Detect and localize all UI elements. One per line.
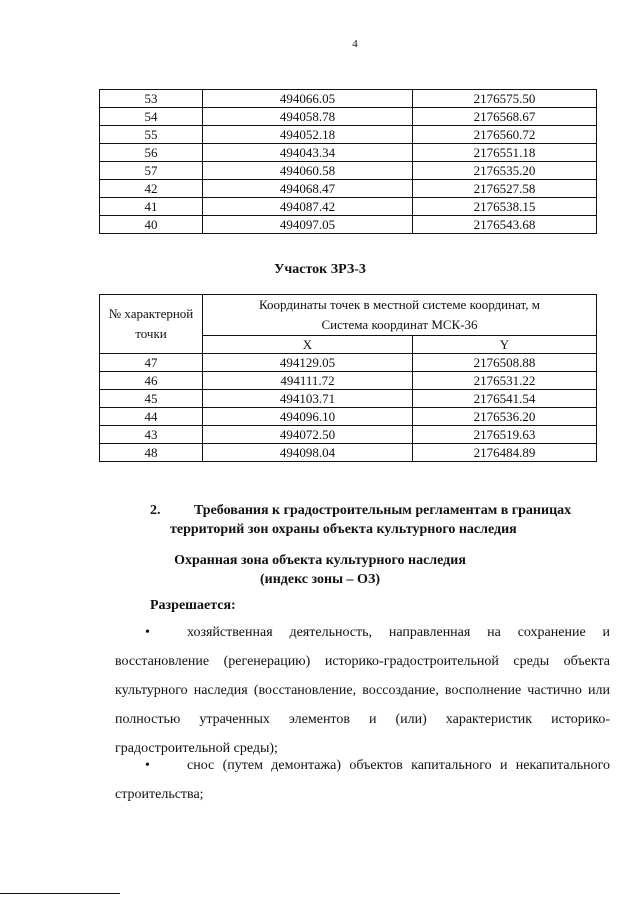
table-row (100, 126, 597, 144)
cell-point: 46 (100, 372, 203, 390)
header-x: X (203, 336, 413, 354)
table-body (100, 354, 597, 462)
cell-x: 494096.10 (203, 408, 413, 426)
cell-x: 494111.72 (203, 372, 413, 390)
cell-x: 494066.05 (203, 90, 413, 108)
header-coords (203, 295, 597, 336)
bullet-icon: • (145, 758, 150, 773)
cell-y: 2176508.88 (413, 354, 597, 372)
cell-point: 45 (100, 390, 203, 408)
header-coords-line1: Координаты точек в местной системе координат, м (259, 297, 540, 312)
section-number: 2. (150, 503, 161, 518)
table-row (100, 444, 597, 462)
cell-x: 494058.78 (203, 108, 413, 126)
table-body (100, 90, 597, 234)
cell-point: 44 (100, 408, 203, 426)
cell-y: 2176536.20 (413, 408, 597, 426)
table-row (100, 144, 597, 162)
cell-point: 57 (100, 162, 203, 180)
cell-y: 2176543.68 (413, 216, 597, 234)
cell-y: 2176531.22 (413, 372, 597, 390)
cell-x: 494068.47 (203, 180, 413, 198)
cell-y: 2176568.67 (413, 108, 597, 126)
cell-y: 2176538.15 (413, 198, 597, 216)
cell-point: 47 (100, 354, 203, 372)
cell-y: 2176551.18 (413, 144, 597, 162)
section-heading (150, 501, 610, 539)
footer-divider (0, 893, 120, 894)
cell-point: 40 (100, 216, 203, 234)
cell-x: 494103.71 (203, 390, 413, 408)
cell-x: 494087.42 (203, 198, 413, 216)
cell-point: 53 (100, 90, 203, 108)
table-row (100, 408, 597, 426)
table-row (100, 108, 597, 126)
table-row (100, 198, 597, 216)
section-title-line1: Требования к градостроительным регламентам в границах (194, 503, 572, 518)
zone-title (0, 551, 640, 589)
header-point: № характерной точки (100, 295, 203, 354)
zone-title-line2: (индекс зоны – ОЗ) (259, 572, 380, 587)
cell-x: 494129.05 (203, 354, 413, 372)
zone-title-line1: Охранная зона объекта культурного наследия (174, 553, 466, 568)
cell-point: 42 (100, 180, 203, 198)
table-row (100, 372, 597, 390)
cell-y: 2176484.89 (413, 444, 597, 462)
bullet-text: хозяйственная деятельность, направленная на сохранение и восстановление (регенерацию) историко-градостроительной среды объекта культурного наследия (восстановление, воссоздание, восполнение частично или полностью утраченных элементов и (или) характеристик историко-градостроительной среды); (115, 625, 610, 756)
bullet-item (115, 751, 610, 809)
cell-point: 48 (100, 444, 203, 462)
table-row (100, 426, 597, 444)
table-row (100, 90, 597, 108)
cell-point: 54 (100, 108, 203, 126)
table-row (100, 354, 597, 372)
section-subtitle: Участок ЗРЗ-3 (274, 262, 366, 277)
cell-x: 494097.05 (203, 216, 413, 234)
cell-point: 56 (100, 144, 203, 162)
cell-y: 2176519.63 (413, 426, 597, 444)
cell-x: 494098.04 (203, 444, 413, 462)
cell-y: 2176575.50 (413, 90, 597, 108)
cell-point: 41 (100, 198, 203, 216)
header-coords-line2: Система координат МСК-36 (321, 317, 478, 332)
table-row (100, 162, 597, 180)
coordinates-table-zrz3 (99, 294, 597, 462)
cell-x: 494072.50 (203, 426, 413, 444)
cell-x: 494052.18 (203, 126, 413, 144)
bullet-item (115, 618, 610, 763)
cell-point: 55 (100, 126, 203, 144)
bullet-icon: • (145, 625, 150, 640)
header-y: Y (413, 336, 597, 354)
allowed-heading: Разрешается: (150, 598, 236, 613)
cell-point: 43 (100, 426, 203, 444)
cell-y: 2176541.54 (413, 390, 597, 408)
table-row (100, 180, 597, 198)
coordinates-table-continued (99, 89, 597, 234)
cell-y: 2176535.20 (413, 162, 597, 180)
cell-y: 2176527.58 (413, 180, 597, 198)
bullet-text: снос (путем демонтажа) объектов капитального и некапитального строительства; (115, 758, 610, 802)
cell-x: 494060.58 (203, 162, 413, 180)
table-row (100, 390, 597, 408)
table-row (100, 216, 597, 234)
page-number: 4 (352, 38, 358, 50)
cell-x: 494043.34 (203, 144, 413, 162)
section-title-line2: территорий зон охраны объекта культурного наследия (170, 522, 517, 537)
cell-y: 2176560.72 (413, 126, 597, 144)
